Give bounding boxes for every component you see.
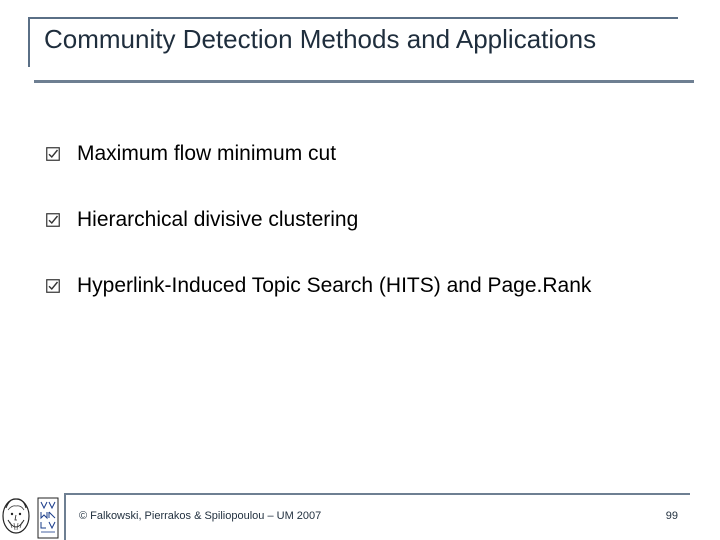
footer-credit: © Falkowski, Pierrakos & Spiliopoulou – UM 2007	[79, 510, 322, 522]
university-logo-icon	[0, 490, 60, 540]
checkbox-icon	[46, 279, 60, 293]
bullet-list	[46, 136, 591, 334]
bullet-item	[46, 202, 591, 238]
bullet-item	[46, 136, 591, 172]
bullet-item	[46, 268, 591, 304]
slide-title: Community Detection Methods and Applications	[44, 24, 597, 54]
bullet-text: Hyperlink-Induced Topic Search (HITS) and Page.Rank	[77, 274, 592, 297]
checkbox-icon	[46, 213, 60, 227]
title-frame-top-border	[28, 17, 678, 19]
bullet-text: Hierarchical divisive clustering	[77, 208, 359, 231]
checkbox-icon	[46, 147, 60, 161]
footer-divider	[64, 493, 690, 495]
title-frame-left-border	[28, 17, 30, 67]
footer-left-border	[64, 493, 66, 540]
bullet-text: Maximum flow minimum cut	[77, 142, 337, 165]
page-number: 99	[665, 510, 678, 522]
title-divider	[34, 80, 694, 83]
